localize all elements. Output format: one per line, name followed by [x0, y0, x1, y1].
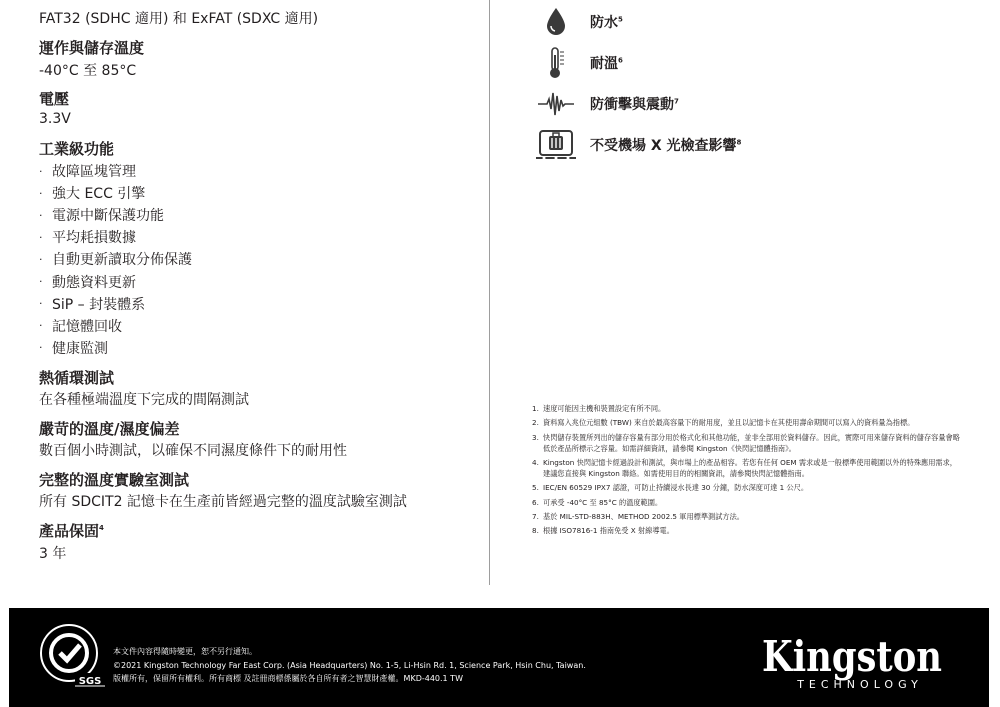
footer-line: 版權所有，保留所有權利。所有商標 及註冊商標係屬於各自所有者之智慧財產權。MKD-440.1 TW [113, 674, 463, 684]
footnote: 1. 速度可能因主機和裝置設定有所不同。 [532, 404, 666, 413]
footer-text [113, 645, 586, 686]
airport-xray-icon [536, 128, 576, 162]
footer-line: 本文件內容得隨時變更，恕不另行通知。 [113, 647, 257, 656]
footnote: 4. Kingston 快閃記憶卡經過設計和測試，與市場上的產品相容。若您有任何 OEM 需求或是一般標準使用範圍以外的特殊應用需求，建議您直接與 Kingston 聯絡。如需使用目的的相關資訊，請參閱快閃記憶體指南。 [532, 457, 957, 479]
thermal-value: 在各種極端溫度下完成的間隔測試 [39, 392, 249, 408]
features-list [39, 160, 192, 359]
svg-text:SGS: SGS [78, 676, 102, 687]
list-item: · 平均耗損數據 [39, 230, 136, 247]
sgs-seal-icon [39, 621, 109, 691]
thermal-heading: 熱循環測試 [39, 369, 115, 387]
footnote: 8. 根據 ISO7816-1 指南免受 X 射線導電。 [532, 526, 674, 536]
footer-line: ©2021 Kingston Technology Far East Corp. (Asia Headquarters) No. 1-5, Li-Hsin Rd. 1, Science Park, Hsin Chu, Taiwan. [113, 660, 586, 670]
list-item: · 故障區塊管理 [39, 164, 136, 181]
thermometer-icon [536, 46, 576, 80]
lab-value: 所有 SDCIT2 記憶卡在生產前皆經過完整的溫度試驗室測試 [39, 494, 407, 510]
footer [9, 608, 989, 707]
list-item: · 電源中斷保護功能 [39, 208, 164, 225]
footnote: 7. 基於 MIL-STD-883H、METHOD 2002.5 軍用標準測試方法。 [532, 511, 744, 521]
feature-xray: 不受機場 X 光檢查影響$^8$ [536, 128, 741, 162]
humidity-value: 數百個小時測試，以確保不同濕度條件下的耐用性 [39, 443, 347, 459]
humidity-heading: 嚴苛的溫度/濕度偏差 [39, 420, 180, 438]
temp-value: -40°C 至 85°C [39, 63, 137, 79]
svg-text:TECHNOLOGY: TECHNOLOGY [797, 678, 923, 691]
footnote: 2. 資料寫入兆位元組數 (TBW) 來自於最高容量下的耐用度，並且以記憶卡在其使用壽命期間可以寫入的資料量為指標。 [532, 418, 915, 428]
features-heading: 工業級功能 [39, 140, 115, 158]
voltage-heading: 電壓 [39, 90, 70, 108]
footnote: 3. 快閃儲存裝置所列出的儲存容量有部分用於格式化和其他功能，並非全部用於資料儲存。因此，實際可用來儲存資料的儲存容量會略低於產品所標示之容量。如需詳細資訊，請參閱 Kingston《快閃記憶體指南》。 [532, 432, 960, 453]
svg-text:Kingston: Kingston [762, 632, 942, 681]
feature-waterproof: 防水$^5$ [536, 5, 623, 39]
warranty-value: 3 年 [39, 546, 67, 562]
kingston-logo [760, 632, 945, 691]
list-item: · SiP – 封裝體系 [39, 296, 146, 313]
footnote: 5. IEC/EN 60529 IPX7 認證，可防止持續浸水長達 30 分鐘，防水深度可達 1 公尺。 [532, 483, 809, 493]
voltage-value: 3.3V [39, 111, 71, 127]
list-item: · 自動更新讀取分佈保護 [39, 252, 192, 269]
water-drop-icon [536, 5, 576, 39]
list-item: · 健康監測 [39, 340, 108, 357]
temp-heading: 運作與儲存溫度 [39, 39, 145, 57]
list-item: · 動態資料更新 [39, 274, 136, 291]
column-divider [489, 0, 490, 585]
warranty-heading: 產品保固$^4$ [39, 522, 104, 540]
lab-heading: 完整的溫度實驗室測試 [39, 471, 190, 489]
feature-shock: 防衝擊與震動$^7$ [536, 87, 679, 121]
feature-temperature: 耐溫$^6$ [536, 46, 623, 80]
shock-wave-icon [536, 87, 576, 121]
file-system-value: FAT32 (SDHC 適用) 和 ExFAT (SDXC 適用) [39, 11, 319, 27]
list-item: · 強大 ECC 引擎 [39, 186, 146, 203]
footnote: 6. 可承受 -40°C 至 85°C 的溫度範圍。 [532, 497, 663, 507]
list-item: · 記憶體回收 [39, 318, 122, 335]
footnotes [532, 403, 962, 539]
